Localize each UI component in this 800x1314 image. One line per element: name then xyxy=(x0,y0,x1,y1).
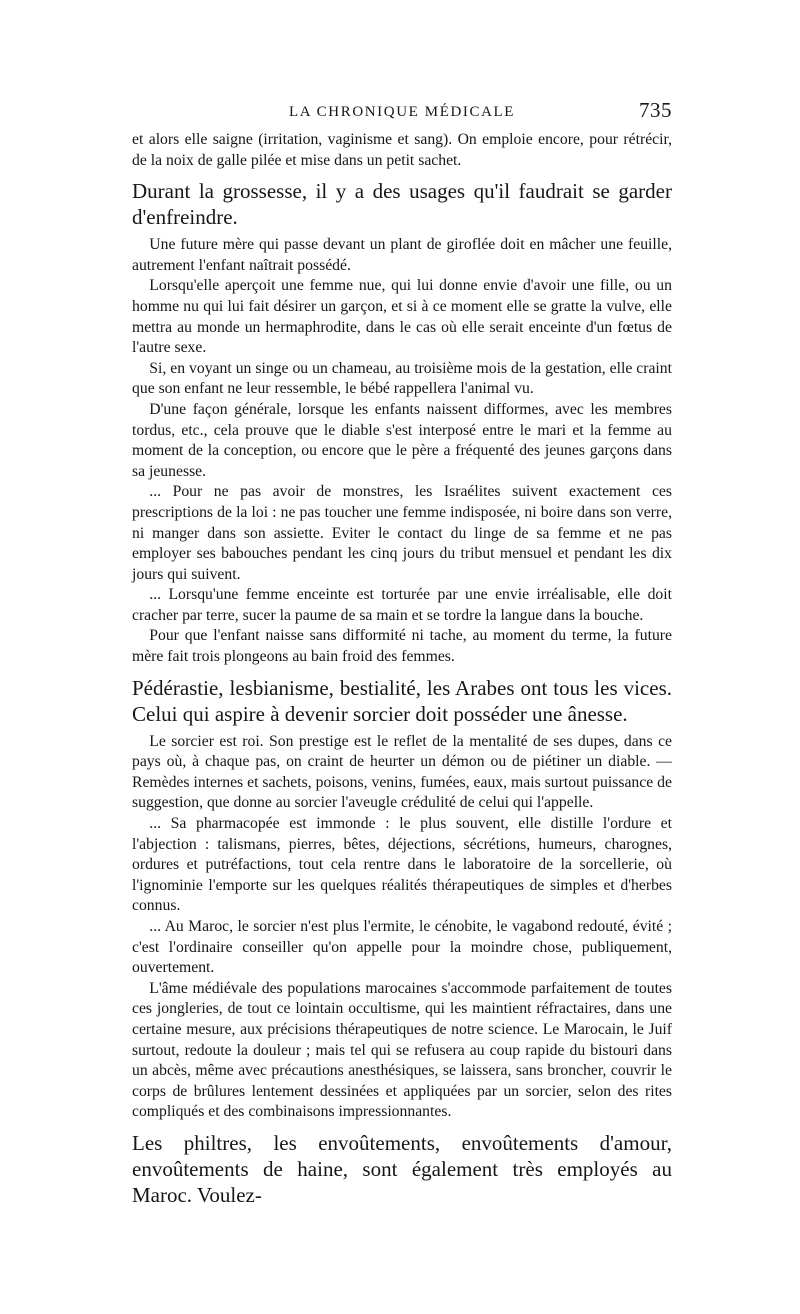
paragraph: Le sorcier est roi. Son prestige est le reflet de la mentalité de ses dupes, dans ce pays où, à chaque pas, on craint de heurter un démon ou de piétiner un diable. — Remèdes internes et sachets, poisons, venins, fumées, eaux, mais surtout puissance de suggestion, que donne au sorcier l'aveugle crédulité de celui qui l'appelle. xyxy=(132,732,672,812)
paragraph: ... Lorsqu'une femme enceinte est torturée par une envie irréalisable, elle doit cracher par terre, sucer la paume de sa main et se tordre la langue dans la bouche. xyxy=(132,586,672,624)
paragraph: Lorsqu'elle aperçoit une femme nue, qui lui donne envie d'avoir une fille, ou un homme nu qui lui fait désirer un garçon, et si à ce moment elle se gratte la vulve, elle mettra au monde un hermaphrodite, dans le cas où elle serait enceinte d'un fœtus de l'autre sexe. xyxy=(132,277,672,357)
text-block xyxy=(132,130,672,1213)
paragraph: et alors elle saigne (irritation, vaginisme et sang). On emploie encore, pour rétrécir, de la noix de galle pilée et mise dans un petit sachet. xyxy=(132,131,672,169)
section-heading: Les philtres, les envoûtements, envoûtements d'amour, envoûtements de haine, sont également très employés au Maroc. Voulez- xyxy=(132,1130,672,1207)
paragraph: L'âme médiévale des populations marocaines s'accommode parfaitement de toutes ces jongleries, de tout ce lointain occultisme, qui les maintient réfractaires, dans une certaine mesure, aux précisions thérapeutiques de notre science. Le Marocain, le Juif surtout, redoute la douleur ; mais tel qui se refusera au coup rapide du bistouri dans un abcès, même avec précautions anesthésiques, se laissera, sans broncher, couvrir le corps de brûlures lentement dessinées et appliquées par un sorcier, selon des rites compliqués et des combinaisons impressionnantes. xyxy=(132,979,672,1121)
paragraph: ... Sa pharmacopée est immonde : le plus souvent, elle distille l'ordure et l'abjection : talismans, pierres, bêtes, déjections, sécrétions, humeurs, charognes, ordures et putréfactions, tout cela rentre dans le laboratoire de la sorcellerie, où l'ignominie l'emporte sur les quelques réalités thérapeutiques de simples et d'herbes connus. xyxy=(132,815,672,915)
section-heading: Pédérastie, lesbianisme, bestialité, les Arabes ont tous les vices. Celui qui aspire à devenir sorcier doit posséder une ânesse. xyxy=(132,675,672,726)
paragraph: ... Au Maroc, le sorcier n'est plus l'ermite, le cénobite, le vagabond redouté, évité ; c'est l'ordinaire conseiller qu'on appelle pour la moindre chose, publiquement, ouvertement. xyxy=(132,918,672,977)
section-heading: Durant la grossesse, il y a des usages qu'il faudrait se garder d'enfreindre. xyxy=(132,179,672,230)
running-title: LA CHRONIQUE MÉDICALE xyxy=(288,104,516,120)
paragraph: Pour que l'enfant naisse sans difformité ni tache, au moment du terme, la future mère fait trois plongeons au bain froid des femmes. xyxy=(132,627,672,666)
running-head xyxy=(132,98,672,128)
paragraph: D'une façon générale, lorsque les enfants naissent difformes, avec les membres tordus, etc., cela prouve que le diable s'est interposé entre le mari et la femme au moment de la conception, ou encore que le père a fréquenté des jeunes garçons dans sa jeunesse. xyxy=(132,400,672,480)
page-number: 735 xyxy=(639,98,672,122)
paragraph: ... Pour ne pas avoir de monstres, les Israélites suivent exactement ces prescriptions de la loi : ne pas toucher une femme indisposée, ni boire dans son verre, ni manger dans son assiette. Eviter le contact du linge de sa femme et ne pas employer ses babouches pendant les cinq jours du tribut mensuel et pendant les dix jours qui suivent. xyxy=(132,483,672,583)
paragraph: Si, en voyant un singe ou un chameau, au troisième mois de la gestation, elle craint que son enfant ne leur ressemble, le bébé rappellera l'animal vu. xyxy=(132,359,672,398)
paragraph: Une future mère qui passe devant un plant de giroflée doit en mâcher une feuille, autrement l'enfant naîtrait possédé. xyxy=(132,236,672,274)
